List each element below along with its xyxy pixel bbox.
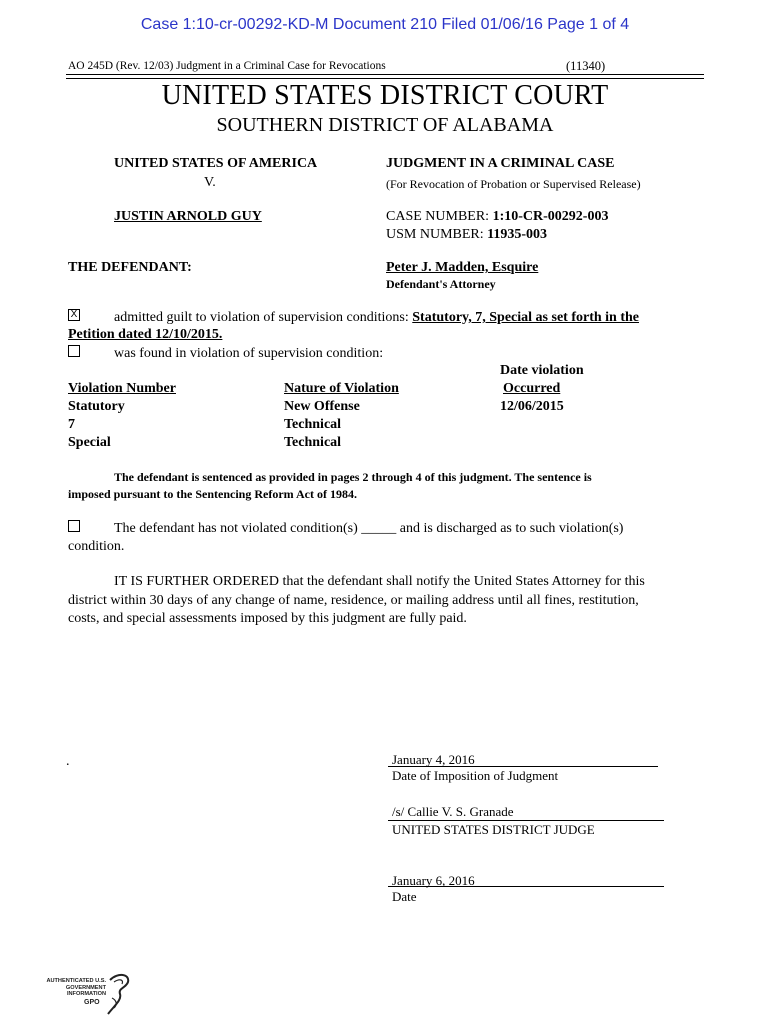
signature-line <box>388 820 664 821</box>
judge-signature: /s/ Callie V. S. Granade <box>392 804 514 819</box>
admitted-text: admitted guilt to violation of supervision conditions: <box>114 310 413 325</box>
sentence-line-2: imposed pursuant to the Sentencing Reform Act of 1984. <box>68 487 357 501</box>
document-title: JUDGMENT IN A CRIMINAL CASE <box>386 156 615 171</box>
admitted-line <box>114 310 639 326</box>
attorney-label: Defendant's Attorney <box>386 277 496 291</box>
header-divider <box>66 74 704 79</box>
filing-stamp: Case 1:10-cr-00292-KD-M Document 210 Filed 01/06/16 Page 1 of 4 <box>140 16 630 33</box>
violation-date: 12/06/2015 <box>500 399 564 414</box>
imposition-date-line <box>388 766 658 767</box>
violation-nature: New Offense <box>284 399 360 414</box>
imposition-date: January 4, 2016 <box>392 752 475 767</box>
gpo-logo-label: GPO <box>84 999 100 1006</box>
case-number-label: CASE NUMBER: <box>386 209 493 224</box>
case-number-line <box>386 209 608 225</box>
signed-date-line <box>388 886 664 887</box>
usm-number-label: USM NUMBER: <box>386 227 488 242</box>
attorney-name: Peter J. Madden, Esquire <box>386 260 539 275</box>
col-date-line1: Date violation <box>500 363 584 378</box>
col-violation-number: Violation Number <box>68 381 176 396</box>
signed-date: January 6, 2016 <box>392 873 475 888</box>
further-ordered-line-2: district within 30 days of any change of name, residence, or mailing address until all fines, restitution, <box>68 593 639 608</box>
discharge-line-1: The defendant has not violated condition(s) _____ and is discharged as to such violation(s) <box>114 521 624 536</box>
document-subtitle: (For Revocation of Probation or Supervised Release) <box>386 177 641 191</box>
date-label: Date <box>392 889 417 904</box>
gpo-logo-text: AUTHENTICATED U.S. GOVERNMENT INFORMATION <box>46 978 106 997</box>
violation-number: 7 <box>68 417 75 432</box>
the-defendant-heading: THE DEFENDANT: <box>68 260 192 275</box>
admitted-conditions: Statutory, 7, Special as set forth in the <box>412 310 639 325</box>
col-date-line2: Occurred <box>503 381 561 396</box>
judge-title: UNITED STATES DISTRICT JUDGE <box>392 822 595 837</box>
further-ordered-line-3: costs, and special assessments imposed by this judgment are fully paid. <box>68 611 467 626</box>
eagle-icon <box>104 972 134 1018</box>
stray-dot: . <box>66 754 70 769</box>
defendant-name: JUSTIN ARNOLD GUY <box>114 209 262 224</box>
usm-number-line <box>386 227 547 243</box>
court-title: UNITED STATES DISTRICT COURT <box>161 80 609 111</box>
versus-label: V. <box>204 175 216 190</box>
admitted-checkbox[interactable]: X <box>68 309 80 321</box>
case-number: 1:10-CR-00292-003 <box>492 209 609 224</box>
usm-number: 11935-003 <box>487 227 548 242</box>
admitted-conditions-continued: Petition dated 12/10/2015. <box>68 327 223 342</box>
imposition-date-label: Date of Imposition of Judgment <box>392 768 559 783</box>
form-code: (11340) <box>566 59 606 73</box>
found-violation-text: was found in violation of supervision condition: <box>114 346 384 361</box>
violation-nature: Technical <box>284 435 342 450</box>
col-nature-of-violation: Nature of Violation <box>284 381 399 396</box>
sentence-line-1: The defendant is sentenced as provided in pages 2 through 4 of this judgment. The sentence is <box>114 470 592 484</box>
violation-nature: Technical <box>284 417 342 432</box>
violation-number: Special <box>68 435 111 450</box>
violation-number: Statutory <box>68 399 125 414</box>
further-ordered-line-1: IT IS FURTHER ORDERED that the defendant shall notify the United States Attorney for this <box>114 574 645 589</box>
discharge-line-2: condition. <box>68 539 125 554</box>
plaintiff-name: UNITED STATES OF AMERICA <box>114 156 318 171</box>
court-district: SOUTHERN DISTRICT OF ALABAMA <box>216 114 554 136</box>
form-identifier: AO 245D (Rev. 12/03) Judgment in a Criminal Case for Revocations <box>68 60 386 72</box>
gpo-authentication-logo <box>44 972 134 1018</box>
found-violation-checkbox[interactable] <box>68 345 80 357</box>
discharge-checkbox[interactable] <box>68 520 80 532</box>
